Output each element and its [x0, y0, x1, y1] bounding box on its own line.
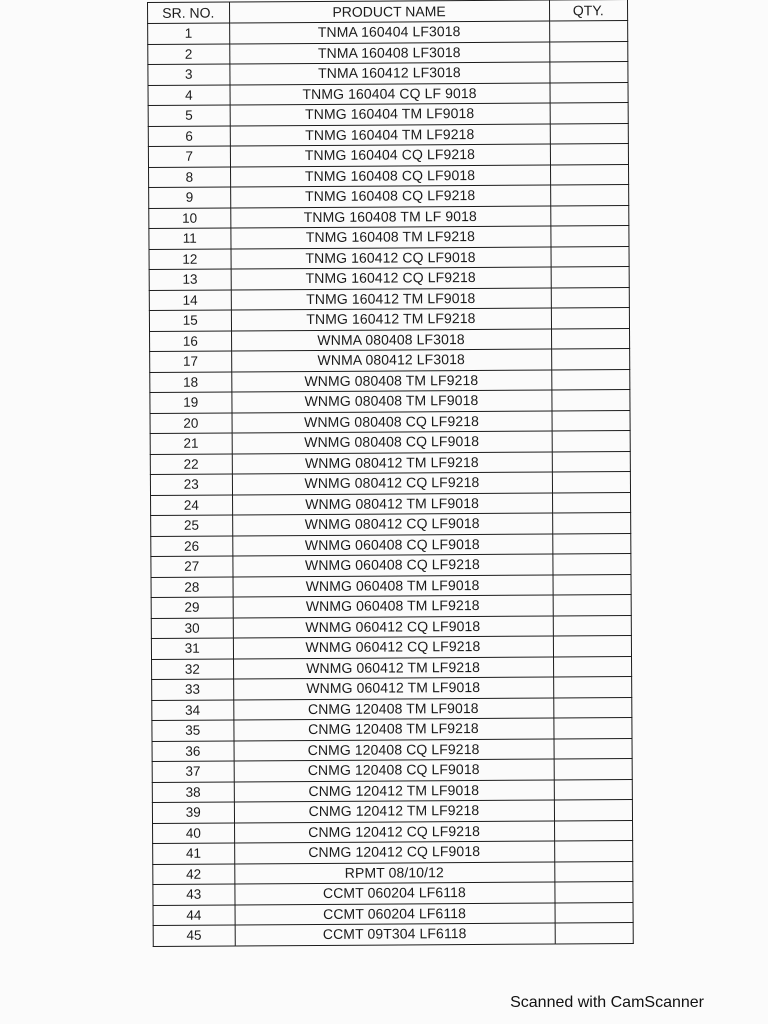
qty-cell[interactable]	[550, 226, 629, 247]
table-row	[152, 800, 632, 823]
table-row	[148, 21, 628, 44]
product-name-cell: CNMG 120408 TM LF9218	[233, 718, 553, 740]
qty-cell[interactable]	[552, 431, 631, 452]
qty-cell[interactable]	[555, 923, 634, 944]
sr-no-cell: 22	[150, 453, 232, 474]
table-row	[149, 205, 629, 228]
sr-no-cell: 35	[152, 720, 234, 741]
table-row	[151, 615, 631, 638]
qty-cell[interactable]	[549, 62, 628, 83]
table-row	[152, 677, 632, 700]
product-name-cell: TNMG 160412 TM LF9018	[231, 288, 551, 310]
product-name-cell: WNMG 060412 CQ LF9018	[233, 616, 553, 638]
product-name-cell: CNMG 120412 TM LF9018	[234, 780, 554, 802]
table-row	[151, 595, 631, 618]
table-row	[149, 308, 629, 331]
sr-no-cell: 5	[148, 105, 230, 126]
qty-cell[interactable]	[554, 820, 633, 841]
product-name-cell: TNMG 160408 TM LF 9018	[230, 206, 550, 228]
table-row	[151, 554, 631, 577]
product-name-cell: CNMG 120412 CQ LF9018	[234, 841, 554, 863]
product-name-cell: WNMG 060412 TM LF9018	[233, 677, 553, 699]
product-name-cell: TNMA 160412 LF3018	[229, 62, 549, 84]
sr-no-cell: 2	[148, 43, 230, 64]
table-row	[150, 369, 630, 392]
table-row	[148, 144, 628, 167]
product-name-cell: TNMG 160412 CQ LF9018	[231, 247, 551, 269]
table-row	[148, 41, 628, 64]
table-row	[152, 656, 632, 679]
table-row	[151, 636, 631, 659]
header-qty: QTY.	[549, 0, 628, 21]
table-row	[149, 267, 629, 290]
product-name-cell: WNMG 080412 CQ LF9018	[232, 513, 552, 535]
product-name-cell: RPMT 08/10/12	[234, 862, 554, 884]
qty-cell[interactable]	[553, 636, 632, 657]
qty-cell[interactable]	[552, 472, 631, 493]
qty-cell[interactable]	[553, 595, 632, 616]
table-row	[148, 103, 628, 126]
sr-no-cell: 37	[152, 761, 234, 782]
qty-cell[interactable]	[550, 144, 629, 165]
product-name-cell: WNMG 080412 CQ LF9218	[232, 472, 552, 494]
product-name-cell: CNMG 120408 TM LF9018	[233, 698, 553, 720]
sr-no-cell: 23	[150, 474, 232, 495]
qty-cell[interactable]	[553, 615, 632, 636]
qty-cell[interactable]	[553, 697, 632, 718]
product-name-cell: WNMG 060412 TM LF9218	[233, 657, 553, 679]
sr-no-cell: 21	[150, 433, 232, 454]
product-name-cell: CCMT 09T304 LF6118	[235, 923, 555, 945]
product-name-cell: TNMG 160408 TM LF9218	[230, 226, 550, 248]
table-row	[153, 923, 633, 946]
sr-no-cell: 34	[152, 699, 234, 720]
table-row	[151, 513, 631, 536]
sr-no-cell: 28	[151, 576, 233, 597]
table-row	[153, 882, 633, 905]
product-name-cell: CCMT 060204 LF6118	[235, 903, 555, 925]
product-name-cell: CCMT 060204 LF6118	[234, 882, 554, 904]
sr-no-cell: 42	[153, 863, 235, 884]
table-row	[149, 164, 629, 187]
qty-cell[interactable]	[554, 841, 633, 862]
sr-no-cell: 7	[148, 146, 230, 167]
product-name-cell: WNMA 080412 LF3018	[231, 349, 551, 371]
product-table	[147, 0, 634, 946]
table-row	[152, 738, 632, 761]
sr-no-cell: 3	[148, 64, 230, 85]
sr-no-cell: 33	[152, 679, 234, 700]
qty-cell[interactable]	[554, 800, 633, 821]
table-body	[148, 21, 634, 946]
sr-no-cell: 39	[152, 802, 234, 823]
qty-cell[interactable]	[554, 882, 633, 903]
qty-cell[interactable]	[552, 451, 631, 472]
product-name-cell: CNMG 120408 CQ LF9018	[234, 759, 554, 781]
sr-no-cell: 16	[150, 330, 232, 351]
qty-cell[interactable]	[551, 328, 630, 349]
product-name-cell: WNMG 080408 CQ LF9218	[232, 411, 552, 433]
product-name-cell: TNMG 160404 CQ LF 9018	[230, 83, 550, 105]
table-row	[153, 861, 633, 884]
qty-cell[interactable]	[551, 287, 630, 308]
table-row	[148, 62, 628, 85]
sr-no-cell: 36	[152, 740, 234, 761]
table-row	[151, 533, 631, 556]
sr-no-cell: 38	[152, 781, 234, 802]
table-row	[148, 82, 628, 105]
table-row	[152, 779, 632, 802]
sr-no-cell: 30	[151, 617, 233, 638]
qty-cell[interactable]	[549, 82, 628, 103]
sr-no-cell: 43	[153, 884, 235, 905]
table-row	[152, 718, 632, 741]
product-name-cell: WNMA 080408 LF3018	[231, 329, 551, 351]
qty-cell[interactable]	[550, 205, 629, 226]
product-name-cell: WNMG 060408 TM LF9018	[233, 575, 553, 597]
table-row	[150, 451, 630, 474]
sr-no-cell: 24	[151, 494, 233, 515]
product-name-cell: TNMA 160404 LF3018	[229, 21, 549, 43]
sr-no-cell: 11	[149, 228, 231, 249]
table-row	[150, 431, 630, 454]
qty-cell[interactable]	[554, 779, 633, 800]
sr-no-cell: 6	[148, 125, 230, 146]
qty-cell[interactable]	[552, 410, 631, 431]
qty-cell[interactable]	[549, 41, 628, 62]
qty-cell[interactable]	[553, 656, 632, 677]
product-name-cell: TNMG 160412 TM LF9218	[231, 308, 551, 330]
product-name-cell: TNMG 160404 CQ LF9218	[230, 144, 550, 166]
sr-no-cell: 10	[149, 207, 231, 228]
qty-cell[interactable]	[553, 677, 632, 698]
qty-cell[interactable]	[551, 246, 630, 267]
sr-no-cell: 27	[151, 556, 233, 577]
table-row	[153, 841, 633, 864]
qty-cell[interactable]	[552, 554, 631, 575]
product-name-cell: WNMG 080412 TM LF9018	[232, 493, 552, 515]
qty-cell[interactable]	[552, 492, 631, 513]
table-row	[152, 759, 632, 782]
table-row	[151, 492, 631, 515]
product-name-cell: WNMG 060408 TM LF9218	[233, 595, 553, 617]
sr-no-cell: 45	[153, 925, 235, 946]
qty-cell[interactable]	[554, 738, 633, 759]
qty-cell[interactable]	[551, 390, 630, 411]
qty-cell[interactable]	[550, 103, 629, 124]
sr-no-cell: 13	[149, 269, 231, 290]
product-name-cell: TNMG 160408 CQ LF9018	[230, 165, 550, 187]
header-product-name: PRODUCT NAME	[229, 0, 549, 23]
table-row	[150, 472, 630, 495]
table-row	[150, 390, 630, 413]
qty-cell[interactable]	[552, 513, 631, 534]
qty-cell[interactable]	[550, 164, 629, 185]
table-row	[153, 902, 633, 925]
product-name-cell: TNMG 160404 TM LF9018	[230, 103, 550, 125]
sr-no-cell: 26	[151, 535, 233, 556]
sr-no-cell: 9	[149, 187, 231, 208]
qty-cell[interactable]	[554, 861, 633, 882]
table-row	[149, 185, 629, 208]
table-row	[148, 123, 628, 146]
product-name-cell: WNMG 060408 CQ LF9218	[232, 554, 552, 576]
sr-no-cell: 4	[148, 84, 230, 105]
product-name-cell: WNMG 080408 TM LF9218	[231, 370, 551, 392]
sr-no-cell: 32	[152, 658, 234, 679]
product-name-cell: TNMA 160408 LF3018	[229, 42, 549, 64]
table-row	[151, 574, 631, 597]
table-row	[152, 697, 632, 720]
product-name-cell: WNMG 080412 TM LF9218	[232, 452, 552, 474]
table-row	[150, 410, 630, 433]
qty-cell[interactable]	[551, 369, 630, 390]
qty-cell[interactable]	[552, 533, 631, 554]
qty-cell[interactable]	[553, 718, 632, 739]
table-row	[150, 349, 630, 372]
camscanner-watermark: Scanned with CamScanner	[510, 994, 704, 1011]
product-name-cell: TNMG 160404 TM LF9218	[230, 124, 550, 146]
sr-no-cell: 15	[149, 310, 231, 331]
sr-no-cell: 1	[148, 23, 230, 44]
table-row	[149, 246, 629, 269]
sr-no-cell: 25	[151, 515, 233, 536]
table-row	[149, 287, 629, 310]
sr-no-cell: 12	[149, 248, 231, 269]
table-row	[150, 328, 630, 351]
qty-cell[interactable]	[550, 185, 629, 206]
sr-no-cell: 8	[149, 166, 231, 187]
sr-no-cell: 17	[150, 351, 232, 372]
product-name-cell: WNMG 080408 TM LF9018	[231, 390, 551, 412]
product-name-cell: CNMG 120408 CQ LF9218	[234, 739, 554, 761]
qty-cell[interactable]	[551, 349, 630, 370]
qty-cell[interactable]	[551, 308, 630, 329]
sr-no-cell: 20	[150, 412, 232, 433]
qty-cell[interactable]	[549, 21, 628, 42]
sr-no-cell: 14	[149, 289, 231, 310]
product-name-cell: TNMG 160408 CQ LF9218	[230, 185, 550, 207]
sr-no-cell: 31	[151, 638, 233, 659]
product-name-cell: WNMG 060412 CQ LF9218	[233, 636, 553, 658]
qty-cell[interactable]	[553, 574, 632, 595]
sr-no-cell: 29	[151, 597, 233, 618]
product-name-cell: WNMG 080408 CQ LF9018	[232, 431, 552, 453]
sr-no-cell: 18	[150, 371, 232, 392]
qty-cell[interactable]	[555, 902, 634, 923]
table-row	[149, 226, 629, 249]
header-sr-no: SR. NO.	[148, 2, 230, 23]
qty-cell[interactable]	[551, 267, 630, 288]
table-row	[153, 820, 633, 843]
product-name-cell: CNMG 120412 CQ LF9218	[234, 821, 554, 843]
product-name-cell: TNMG 160412 CQ LF9218	[231, 267, 551, 289]
sr-no-cell: 41	[153, 843, 235, 864]
table-header-row	[148, 0, 628, 23]
sr-no-cell: 40	[153, 822, 235, 843]
qty-cell[interactable]	[554, 759, 633, 780]
product-name-cell: WNMG 060408 CQ LF9018	[232, 534, 552, 556]
product-name-cell: CNMG 120412 TM LF9218	[234, 800, 554, 822]
sr-no-cell: 19	[150, 392, 232, 413]
sr-no-cell: 44	[153, 904, 235, 925]
qty-cell[interactable]	[550, 123, 629, 144]
